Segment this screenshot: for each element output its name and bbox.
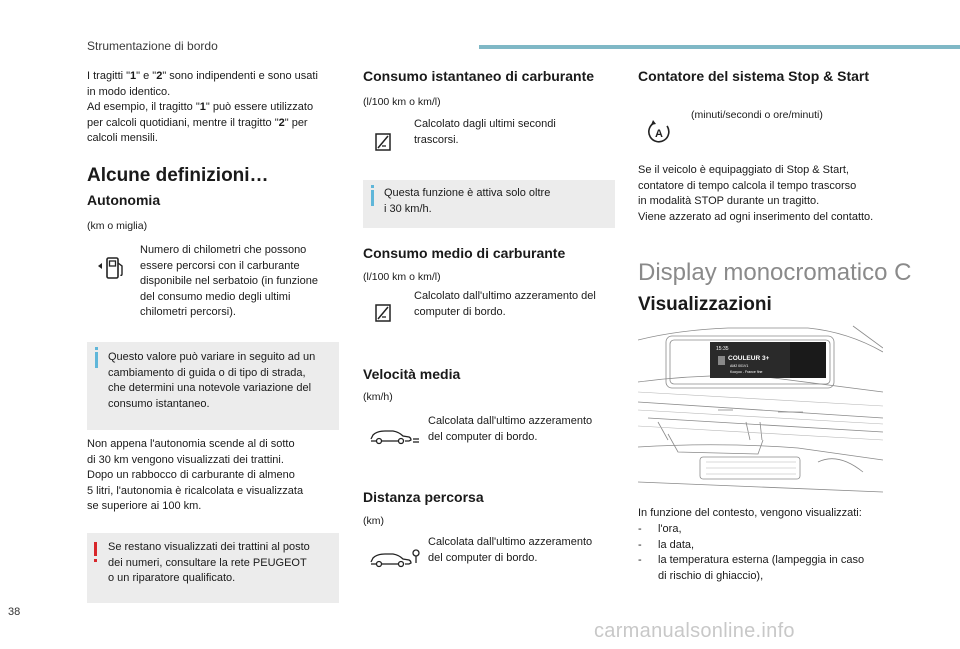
autonomia-unit: (km o miglia): [87, 220, 148, 232]
visualizzazioni-list: [638, 522, 908, 584]
distanza-percorsa-heading: Distanza percorsa: [363, 489, 484, 505]
page-number: 38: [8, 606, 21, 618]
autonomia-description: Numero di chilometri che possono essere percorsi con il carburante disponibile nel serbatoio (in funzione del consumo medio degli ultimi chilometri percorsi).: [140, 244, 318, 318]
autonomia-details: Non appena l'autonomia scende al di sotto di 30 km vengono visualizzati dei trattini. Dopo un rabbocco di carburante di almeno 5 litri, l'autonomia è ricalcolata e visualizzata se superiore ai 100 km.: [87, 438, 304, 512]
fuel-pump-range-icon: [96, 254, 128, 280]
warning-icon: [94, 542, 97, 556]
autonomia-info-box: Questo valore può variare in seguito ad un cambiamento di guida o di tipo di strada, che determini una notevole variazione del consumo istantaneo.: [87, 342, 339, 430]
screen-line3: Kooyoo - France fine: [730, 370, 763, 374]
screen-time: 15:35: [716, 346, 729, 352]
info-icon: [371, 190, 374, 206]
dashboard-illustration: [638, 322, 883, 498]
velocita-media-unit: (km/h): [363, 391, 393, 403]
consumo-info-box: Questa funzione è attiva solo oltre i 30 km/h.: [363, 180, 615, 228]
stop-start-description: Se il veicolo è equipaggiato di Stop & Start, contatore di tempo calcola il tempo trascorso in modalità STOP durante un tragitto. Viene azzerato ad ogni inserimento del contatto.: [638, 164, 874, 223]
list-item: - la temperatura esterna (lampeggia in caso di rischio di ghiaccio),: [638, 553, 908, 584]
consumo-medio-unit: (l/100 km o km/l): [363, 271, 441, 283]
fuel-consumption-icon: [373, 303, 395, 323]
warning-box: Se restano visualizzati dei trattini al posto dei numeri, consultare la rete PEUGEOT o un riparatore qualificato.: [87, 533, 339, 603]
info-icon: [95, 352, 98, 368]
visualizzazioni-heading: Visualizzazioni: [638, 294, 772, 315]
watermark: carmanualsonline.info: [594, 620, 795, 642]
screen-line2: AM2 001V1: [730, 364, 749, 368]
stop-start-unit: (minuti/secondi o ore/minuti): [691, 109, 823, 121]
screen-line1: COULEUR 3+: [728, 355, 770, 362]
list-item: - la data,: [638, 538, 908, 554]
consumo-istantaneo-heading: Consumo istantaneo di carburante: [363, 68, 595, 84]
consumo-medio-heading: Consumo medio di carburante: [363, 245, 566, 261]
velocita-media-description: Calcolata dall'ultimo azzeramento del computer di bordo.: [428, 415, 593, 443]
stop-start-heading: Contatore del sistema Stop & Start: [638, 68, 870, 84]
distanza-percorsa-unit: (km): [363, 515, 384, 527]
svg-text:A: A: [655, 128, 663, 140]
intro-paragraph: I tragitti "1" e "2" sono indipendenti e sono usati in modo identico. Ad esempio, il tragitto "1" può essere utilizzato per calcoli quotidiani, mentre il tragitto "2" per calcoli mensili.: [87, 70, 318, 144]
visualizzazioni-list-intro: In funzione del contesto, vengono visualizzati:: [638, 507, 862, 519]
consumo-istantaneo-unit: (l/100 km o km/l): [363, 96, 441, 108]
car-average-speed-icon: [369, 427, 421, 445]
consumo-istantaneo-description: Calcolato dagli ultimi secondi trascorsi.: [414, 118, 556, 146]
distanza-percorsa-description: Calcolata dall'ultimo azzeramento del computer di bordo.: [428, 536, 593, 564]
autonomia-heading: Autonomia: [87, 192, 161, 208]
display-monocromatico-title: Display monocromatico C: [638, 259, 912, 286]
page-header-title: Strumentazione di bordo: [87, 39, 218, 53]
car-distance-icon: [369, 548, 421, 568]
list-item: - l'ora,: [638, 522, 908, 538]
fuel-consumption-icon: [373, 132, 395, 152]
stop-start-icon: [645, 118, 673, 146]
definitions-heading: Alcune definizioni…: [87, 165, 269, 186]
header-accent-bar: [479, 45, 960, 49]
velocita-media-heading: Velocità media: [363, 366, 461, 382]
consumo-medio-description: Calcolato dall'ultimo azzeramento del computer di bordo.: [414, 290, 596, 318]
